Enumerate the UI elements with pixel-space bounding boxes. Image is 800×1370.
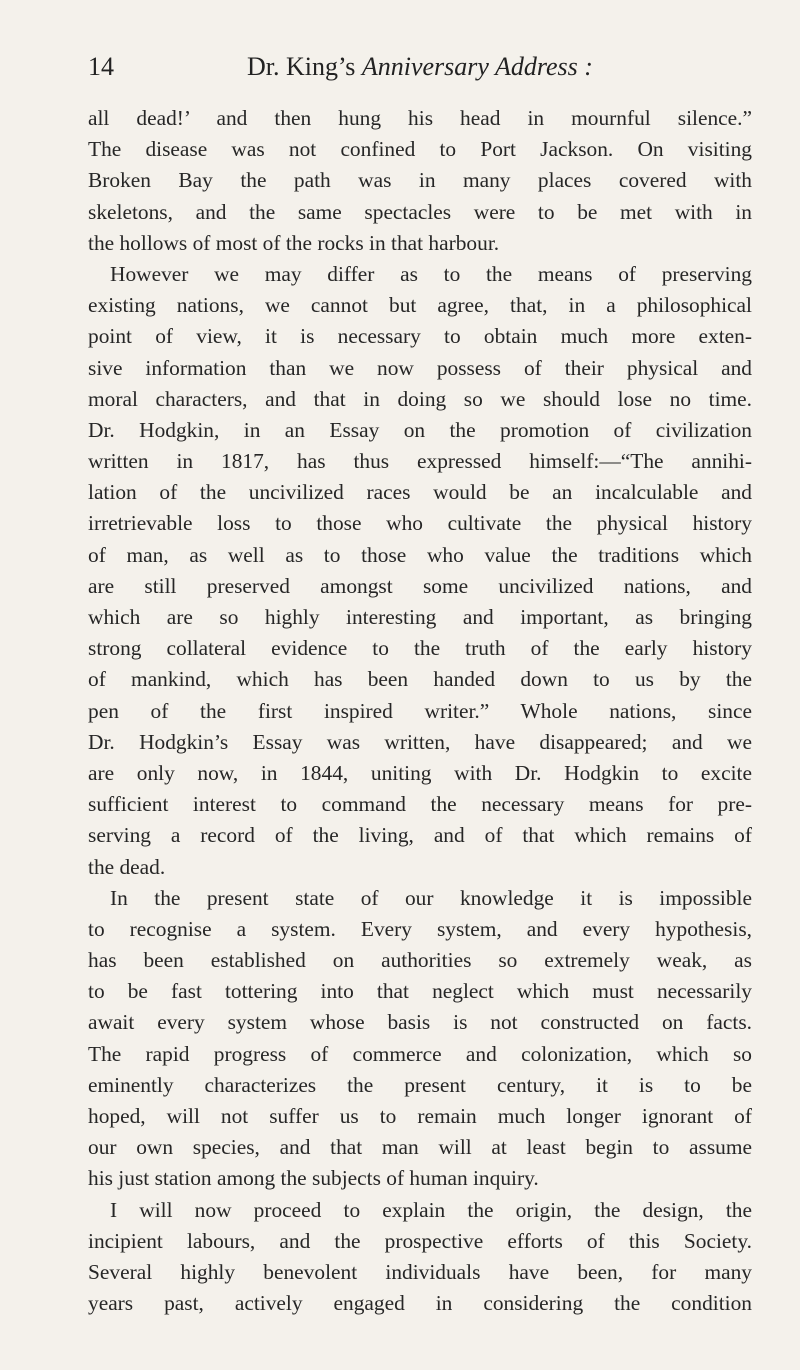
text-line: However we may differ as to the means of preserving bbox=[110, 261, 752, 286]
text-line: to be fast tottering into that neglect which must necessarily bbox=[88, 979, 752, 1004]
running-head-title: Anniversary Address : bbox=[361, 52, 593, 81]
text-line: The disease was not confined to Port Jackson. On visiting bbox=[88, 137, 752, 162]
text-line: hoped, will not suffer us to remain much longer ignorant of bbox=[88, 1104, 752, 1128]
text-line: years past, actively engaged in considering the condition bbox=[88, 1291, 752, 1316]
text-line: sive information than we now possess of their physical and bbox=[88, 355, 752, 380]
body-text bbox=[88, 103, 752, 1319]
text-line: I will now proceed to explain the origin, the design, the bbox=[110, 1197, 752, 1222]
text-line: point of view, it is necessary to obtain much more exten- bbox=[88, 324, 752, 349]
text-line: lation of the uncivilized races would be an incalculable and bbox=[88, 480, 752, 505]
text-line: pen of the first inspired writer.” Whole nations, since bbox=[88, 698, 752, 723]
text-line: skeletons, and the same spectacles were to be met with in bbox=[88, 199, 752, 224]
text-line: written in 1817, has thus expressed himself:—“The annihi- bbox=[88, 449, 752, 474]
running-head-author: Dr. King’s bbox=[247, 52, 362, 81]
text-line: strong collateral evidence to the truth of the early history bbox=[88, 636, 752, 661]
text-line: In the present state of our knowledge it is impossible bbox=[110, 885, 752, 910]
running-head bbox=[88, 52, 752, 82]
page-number: 14 bbox=[88, 52, 114, 81]
text-line: serving a record of the living, and of that which remains of bbox=[88, 823, 752, 848]
text-line: which are so highly interesting and important, as bringing bbox=[88, 605, 752, 629]
text-line: are still preserved amongst some uncivilized nations, and bbox=[88, 573, 752, 598]
text-line: all dead!’ and then hung his head in mournful silence.” bbox=[88, 106, 752, 130]
text-line: Several highly benevolent individuals have been, for many bbox=[88, 1259, 752, 1284]
text-line: Dr. Hodgkin, in an Essay on the promotion of civilization bbox=[88, 417, 752, 442]
text-line: sufficient interest to command the necessary means for pre- bbox=[88, 792, 752, 817]
text-line: the dead. bbox=[88, 854, 166, 879]
text-line: The rapid progress of commerce and colonization, which so bbox=[88, 1041, 752, 1066]
text-line: to recognise a system. Every system, and every hypothesis, bbox=[88, 916, 752, 941]
text-line: await every system whose basis is not constructed on facts. bbox=[88, 1010, 752, 1035]
text-line: of man, as well as to those who value the traditions which bbox=[88, 542, 752, 567]
text-line: our own species, and that man will at least begin to assume bbox=[88, 1135, 752, 1160]
text-line: irretrievable loss to those who cultivate the physical history bbox=[88, 511, 752, 536]
text-line: his just station among the subjects of human inquiry. bbox=[88, 1166, 539, 1191]
text-line: the hollows of most of the rocks in that harbour. bbox=[88, 230, 500, 255]
text-line: Broken Bay the path was in many places covered with bbox=[88, 168, 752, 193]
text-line: has been established on authorities so extremely weak, as bbox=[88, 948, 752, 973]
text-line: moral characters, and that in doing so we should lose no time. bbox=[88, 386, 752, 411]
text-line: incipient labours, and the prospective efforts of this Society. bbox=[88, 1228, 752, 1253]
text-line: are only now, in 1844, uniting with Dr. Hodgkin to excite bbox=[88, 760, 752, 785]
page-header bbox=[88, 52, 752, 92]
text-line: existing nations, we cannot but agree, that, in a philosophical bbox=[88, 293, 752, 318]
text-line: of mankind, which has been handed down to us by the bbox=[88, 667, 752, 692]
text-line: Dr. Hodgkin’s Essay was written, have disappeared; and we bbox=[88, 729, 752, 754]
text-line: eminently characterizes the present century, it is to be bbox=[88, 1072, 752, 1097]
